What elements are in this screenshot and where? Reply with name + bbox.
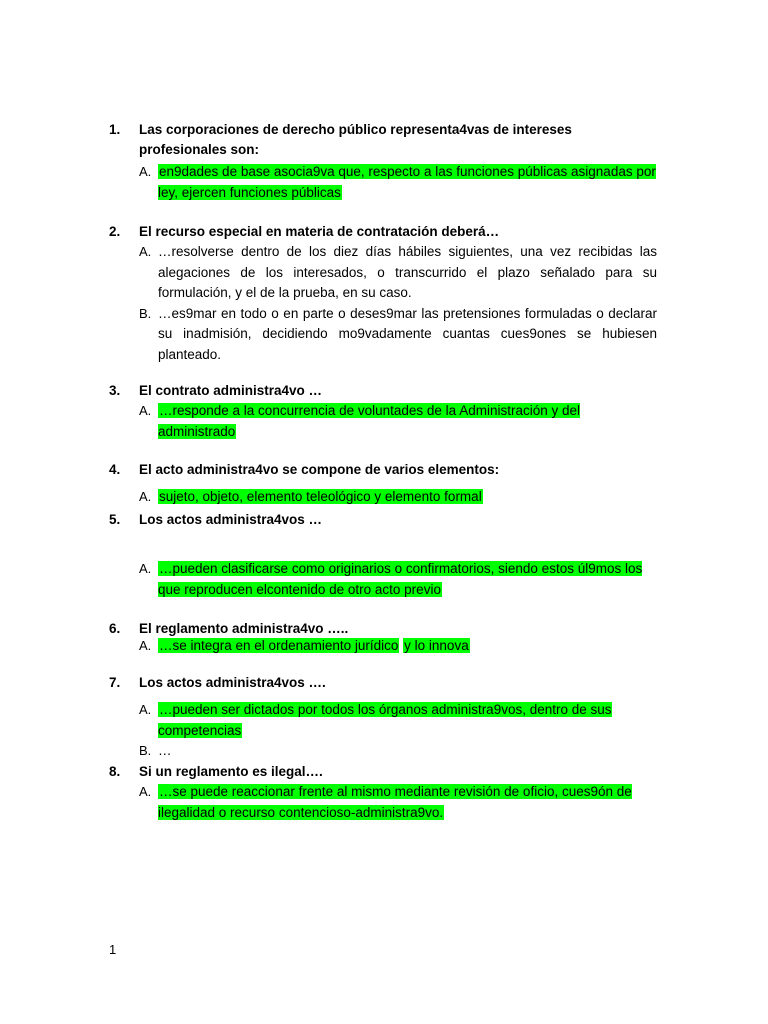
answer-letter: A. (139, 164, 152, 179)
answer-a (139, 782, 657, 823)
highlighted-text: …se integra en el ordenamiento jurídico (159, 638, 399, 653)
answer-text (158, 700, 657, 741)
question-title (109, 673, 657, 693)
question-title (109, 120, 657, 160)
answer-letter: B. (139, 743, 152, 758)
answer-a (139, 242, 657, 304)
answer-a (139, 162, 657, 203)
question-text: El reglamento administra4vo ….. (139, 621, 349, 636)
highlighted-text: y lo innova (404, 638, 469, 653)
question-1 (109, 120, 657, 203)
question-text: El contrato administra4vo … (139, 383, 323, 398)
answer-letter: A. (139, 489, 152, 504)
highlighted-text: …se puede reaccionar frente al mismo mediante revisión de oficio, cues9ón de ilegalidad o recurso contencioso-administra9vo. (158, 784, 632, 820)
answer-text: …resolverse dentro de los diez días hábiles siguientes, una vez recibidas las alegaciones de los interesados, o transcurrido el plazo señalado para su formulación, y el de la prueba, en su caso. (158, 244, 657, 300)
question-4 (109, 460, 657, 508)
highlighted-text: …pueden clasificarse como originarios o confirmatorios, siendo estos úl9mos los que reproducen elcontenido de otro acto previo (158, 561, 643, 597)
answer-text (158, 782, 657, 823)
answer-a (139, 636, 657, 657)
answer-text (158, 636, 657, 657)
answer-a (139, 559, 657, 600)
question-number: 6. (109, 621, 121, 636)
question-title (109, 381, 657, 401)
question-2 (109, 222, 657, 365)
question-7 (109, 673, 657, 762)
highlighted-text: sujeto, objeto, elemento teleológico y elemento formal (159, 489, 482, 504)
answer-b (139, 304, 657, 366)
answer-text (158, 401, 657, 442)
question-title (109, 460, 657, 480)
answer-letter: B. (139, 305, 152, 321)
answer-b (139, 741, 657, 762)
answer-letter: A. (139, 784, 152, 799)
question-number: 1. (109, 122, 121, 137)
answer-a (139, 700, 657, 741)
answer-text (158, 559, 657, 600)
question-number: 7. (109, 675, 121, 690)
highlighted-text: …responde a la concurrencia de voluntades de la Administración y del administrado (158, 403, 580, 439)
question-3 (109, 381, 657, 442)
question-text: Los actos administra4vos … (139, 512, 323, 527)
answer-letter: A. (139, 702, 152, 717)
answer-text: … (158, 743, 172, 758)
question-number: 8. (109, 764, 121, 779)
answer-letter: A. (139, 561, 152, 576)
question-number: 3. (109, 383, 121, 398)
page-number: 1 (109, 942, 117, 957)
answer-letter: A. (139, 638, 152, 653)
question-8 (109, 762, 657, 823)
question-title (109, 762, 657, 782)
question-text: Si un reglamento es ilegal…. (139, 764, 323, 779)
question-number: 4. (109, 462, 121, 477)
answer-a (139, 401, 657, 442)
question-number: 2. (109, 224, 121, 239)
question-text: Los actos administra4vos …. (139, 675, 326, 690)
answer-text: …es9mar en todo o en parte o deses9mar las pretensiones formuladas o declarar su inadmisión, decidiendo mo9vadamente cuantas cues9ones se hubiesen planteado. (158, 305, 657, 362)
question-5 (109, 510, 657, 600)
question-number: 5. (109, 512, 121, 527)
answer-letter: A. (139, 244, 152, 259)
answer-text (158, 487, 657, 508)
answer-letter: A. (139, 403, 152, 418)
question-text: Las corporaciones de derecho público representa4vas de intereses profesionales son: (139, 122, 572, 157)
highlighted-text: …pueden ser dictados por todos los órganos administra9vos, dentro de sus competencias (158, 702, 612, 738)
question-6 (109, 619, 657, 657)
highlighted-text: en9dades de base asocia9va que, respecto a las funciones públicas asignadas por ley, ejercen funciones públicas (158, 164, 656, 200)
question-text: El acto administra4vo se compone de varios elementos: (139, 462, 500, 477)
question-text: El recurso especial en materia de contratación deberá… (139, 224, 500, 239)
question-title (109, 510, 657, 530)
answer-text (158, 162, 657, 203)
answer-a (139, 487, 657, 508)
question-title (109, 222, 657, 242)
